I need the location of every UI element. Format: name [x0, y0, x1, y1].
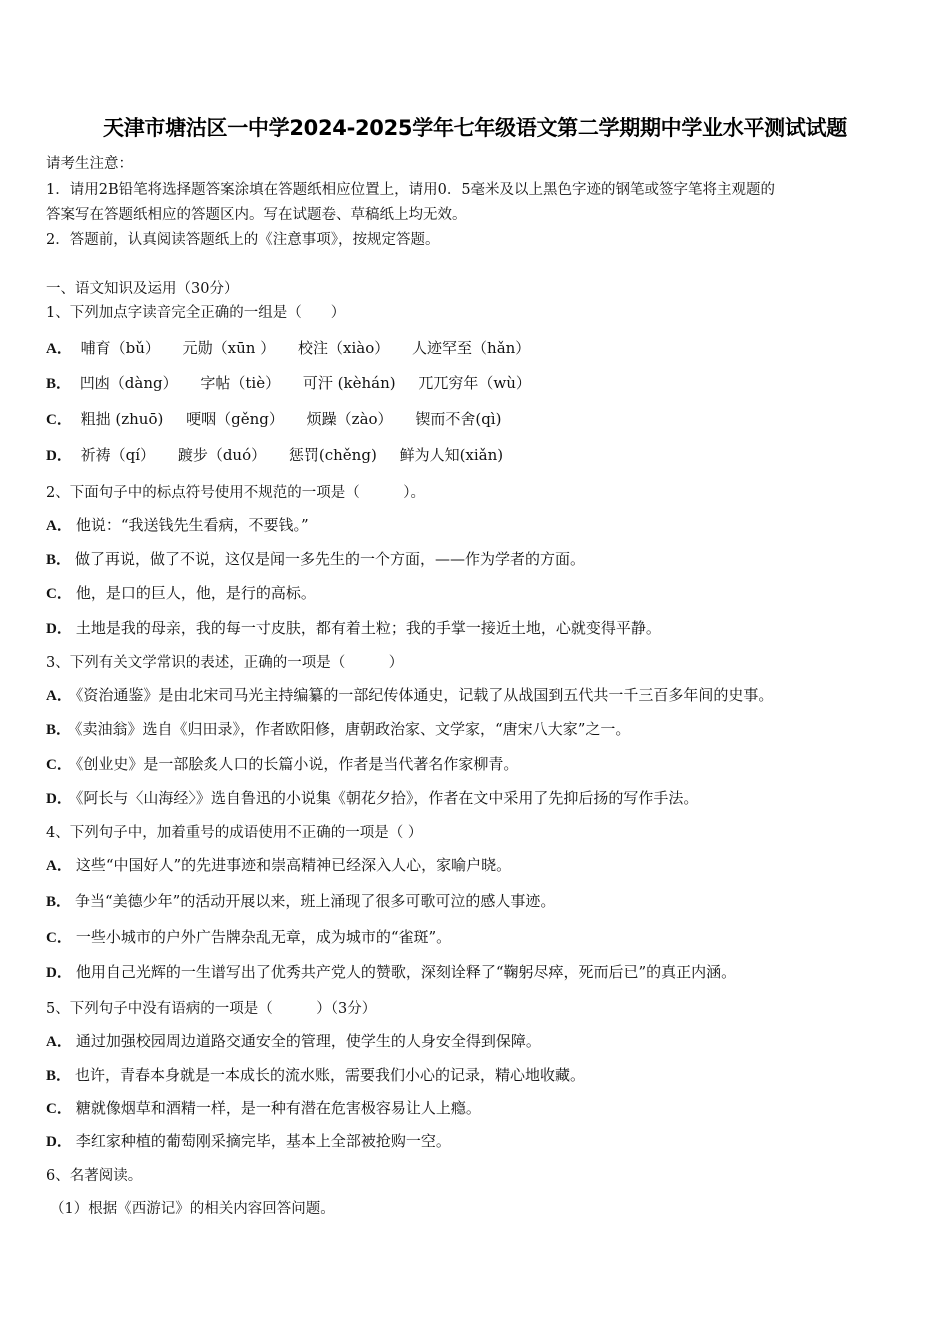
- option-label: A．: [46, 518, 72, 534]
- option-text: 《卖油翁》选自《归田录》，作者欧阳修，唐朝政治家、文学家，“唐宋八大家”之一。: [75, 720, 631, 738]
- question-2-option-c: [46, 582, 316, 603]
- option-label: D．: [46, 965, 72, 981]
- option-segment: 兀兀穷年（wù）: [418, 374, 531, 392]
- option-segment: 鲜为人知(xiǎn): [399, 446, 504, 464]
- question-4-option-c: [46, 926, 451, 947]
- question-1-option-a: [46, 337, 548, 358]
- question-4-option-b: [46, 890, 555, 911]
- option-segment: 祈祷（qí）: [80, 446, 156, 464]
- question-2-option-a: [46, 514, 309, 535]
- option-label: D．: [46, 448, 72, 464]
- option-label: A．: [46, 858, 72, 874]
- option-label: A．: [46, 341, 72, 357]
- option-text: 土地是我的母亲，我的每一寸皮肤，都有着土粒；我的手掌一接近土地，心就变得平静。: [75, 619, 661, 637]
- question-4-option-a: [46, 854, 511, 875]
- option-segment: 校注（xiào）: [298, 339, 390, 357]
- question-5-option-b: [46, 1064, 585, 1085]
- question-3-option-b: [46, 718, 630, 739]
- question-3-option-c: [46, 753, 518, 774]
- option-segment: 踱步（duó）: [177, 446, 267, 464]
- question-3-stem: 3、下列有关文学常识的表述，正确的一项是（ ）: [46, 655, 404, 671]
- option-text: 争当“美德少年”的活动开展以来，班上涌现了很多可歌可泣的感人事迹。: [75, 892, 556, 910]
- option-segment: 人迹罕至（hǎn）: [412, 339, 531, 357]
- question-3-option-a: [46, 684, 773, 705]
- option-text: 通过加强校园周边道路交通安全的管理，使学生的人身安全得到保障。: [75, 1032, 541, 1050]
- option-text: 一些小城市的户外广告牌杂乱无章，成为城市的“雀斑”。: [75, 928, 452, 946]
- option-label: D．: [46, 621, 72, 637]
- question-1-stem: 1、下列加点字读音完全正确的一组是（ ）: [46, 305, 346, 321]
- option-text: 他，是口的巨人，他，是行的高标。: [75, 584, 316, 602]
- notice-heading: 请考生注意：: [46, 156, 133, 172]
- option-label: B．: [46, 1068, 72, 1084]
- option-segment: 哽咽（gěng）: [186, 410, 284, 428]
- option-segment: 字帖（tiè）: [200, 374, 281, 392]
- option-segment: 惩罚(chěng): [288, 446, 377, 464]
- question-5-option-d: [46, 1130, 451, 1151]
- option-text: 他用自己光辉的一生谱写出了优秀共产党人的赞歌，深刻诠释了“鞠躬尽瘁，死而后已”的真正内涵。: [75, 963, 737, 981]
- option-label: B．: [46, 552, 72, 568]
- question-1-option-c: [46, 408, 519, 429]
- option-label: D．: [46, 1134, 72, 1150]
- option-segment: 烦躁（zào）: [306, 410, 393, 428]
- option-label: A．: [46, 1034, 72, 1050]
- question-2-option-d: [46, 617, 661, 638]
- question-1-option-d: [46, 444, 521, 465]
- notice-item-1: 1．请用2B铅笔将选择题答案涂填在答题纸相应位置上，请用0．5毫米及以上黑色字迹的钢笔或签字笔将主观题的: [46, 182, 776, 198]
- question-4-option-d: [46, 961, 736, 982]
- option-segment: 可汗 (kèhán): [302, 374, 396, 392]
- option-segment: 粗拙 (zhuō): [80, 410, 164, 428]
- option-text: 《资治通鉴》是由北宋司马光主持编纂的一部纪传体通史，记载了从战国到五代共一千三百多年间的史事。: [75, 686, 774, 704]
- option-text: 《创业史》是一部脍炙人口的长篇小说，作者是当代著名作家柳青。: [75, 755, 519, 773]
- question-3-option-d: [46, 787, 698, 808]
- option-label: A．: [46, 688, 72, 704]
- question-2-stem: 2、下面句子中的标点符号使用不规范的一项是（ ）。: [46, 485, 425, 501]
- option-segment: 凹凼（dàng）: [79, 374, 178, 392]
- option-text: 这些“中国好人”的先进事迹和崇高精神已经深入人心，家喻户晓。: [75, 856, 512, 874]
- option-text: 李红家种植的葡萄刚采摘完毕，基本上全部被抢购一空。: [75, 1132, 451, 1150]
- option-segment: 元勋（xūn ）: [182, 339, 276, 357]
- question-2-option-b: [46, 548, 585, 569]
- question-5-stem: 5、下列句子中没有语病的一项是（ ）（3分）: [46, 1001, 377, 1017]
- option-label: C．: [46, 757, 72, 773]
- option-label: B．: [46, 894, 72, 910]
- option-label: D．: [46, 791, 72, 807]
- question-4-stem: 4、下列句子中，加着重号的成语使用不正确的一项是（ ）: [46, 825, 423, 841]
- option-text: 《阿长与〈山海经〉》选自鲁迅的小说集《朝花夕拾》，作者在文中采用了先抑后扬的写作手法。: [75, 789, 699, 807]
- option-label: C．: [46, 930, 72, 946]
- option-text: 他说：“我送钱先生看病，不要钱。”: [75, 516, 309, 534]
- question-6-sub-1: （1）根据《西游记》的相关内容回答问题。: [50, 1201, 335, 1217]
- option-text: 糖就像烟草和酒精一样，是一种有潜在危害极容易让人上瘾。: [75, 1099, 481, 1117]
- notice-item-2: 2．答题前，认真阅读答题纸上的《注意事项》，按规定答题。: [46, 232, 440, 248]
- option-text: 也许，青春本身就是一本成长的流水账，需要我们小心的记录，精心地收藏。: [75, 1066, 586, 1084]
- option-segment: 哺育（bǔ）: [80, 339, 160, 357]
- option-label: B．: [46, 376, 72, 392]
- question-1-option-b: [46, 372, 549, 393]
- option-label: C．: [46, 586, 72, 602]
- page-title: 天津市塘沽区一中学2024-2025学年七年级语文第二学期期中学业水平测试试题: [103, 116, 847, 140]
- section-heading: 一、语文知识及运用（30分）: [46, 281, 239, 297]
- option-label: B．: [46, 722, 72, 738]
- option-label: C．: [46, 412, 72, 428]
- notice-item-1-cont: 答案写在答题纸相应的答题区内。写在试题卷、草稿纸上均无效。: [46, 207, 467, 223]
- question-5-option-c: [46, 1097, 481, 1118]
- option-label: C．: [46, 1101, 72, 1117]
- option-text: 做了再说，做了不说，这仅是闻一多先生的一个方面，——作为学者的方面。: [75, 550, 586, 568]
- option-segment: 锲而不舍(qì): [415, 410, 502, 428]
- question-6-stem: 6、名著阅读。: [46, 1168, 143, 1184]
- question-5-option-a: [46, 1030, 541, 1051]
